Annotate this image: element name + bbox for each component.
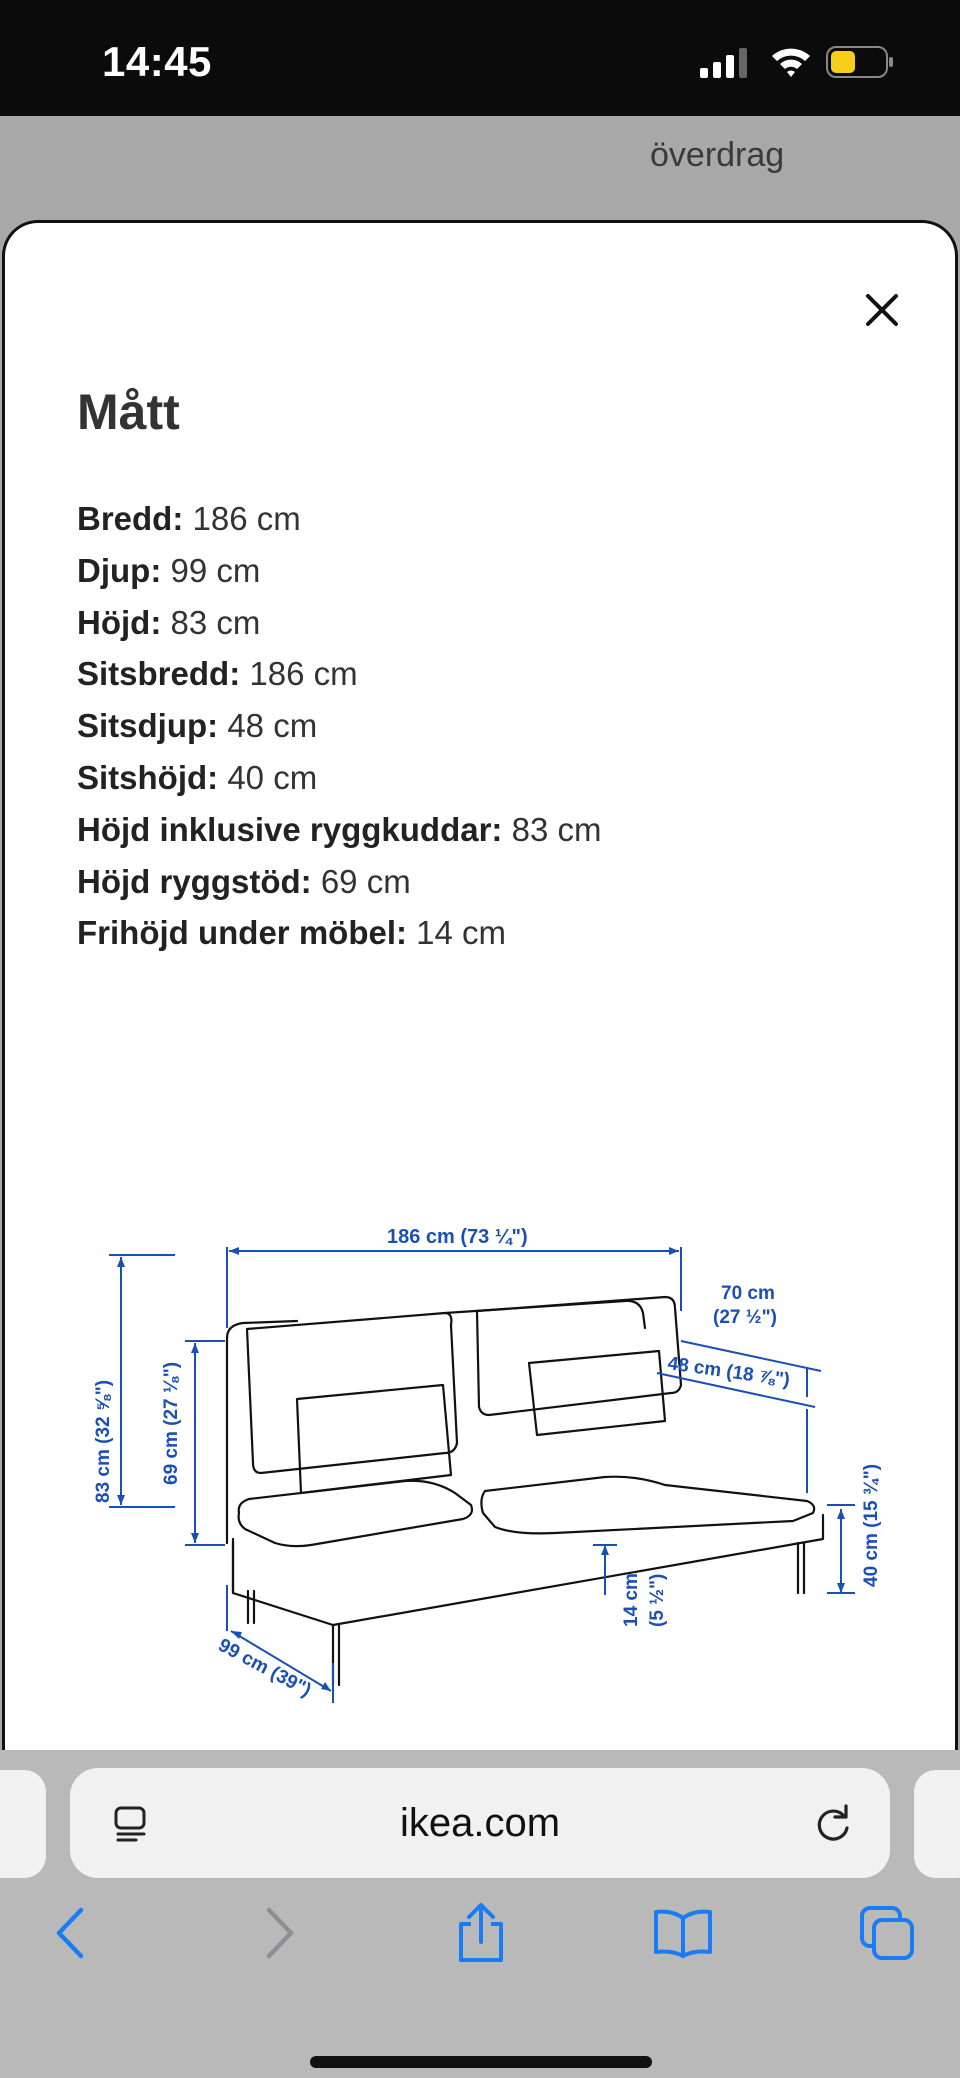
height-label: 83 cm (32 ⅝")	[93, 1379, 114, 1503]
dimension-label: Frihöjd under möbel:	[77, 914, 407, 952]
url-text: ikea.com	[399, 1800, 561, 1845]
dimension-label: Sitsdjup:	[77, 707, 219, 745]
back-button[interactable]	[40, 1902, 102, 1964]
dimension-item	[77, 545, 601, 597]
address-bar[interactable]	[70, 1768, 890, 1878]
chevron-left-icon	[51, 1906, 91, 1960]
close-button[interactable]	[851, 279, 913, 341]
dimension-value: 69 cm	[320, 862, 411, 900]
dimension-item	[77, 752, 601, 804]
dimensions-list	[77, 493, 601, 959]
status-bar	[0, 0, 960, 116]
dimension-label: Höjd ryggstöd:	[77, 862, 312, 900]
sofa-illustration	[227, 1297, 823, 1685]
dimension-label: Bredd:	[77, 500, 184, 537]
forward-button[interactable]	[248, 1902, 310, 1964]
dimension-value: 99 cm	[170, 551, 261, 589]
dimension-label: Höjd:	[77, 603, 162, 641]
background-page-text: överdrag	[650, 136, 785, 174]
dimension-value: 83 cm	[511, 810, 602, 848]
tabs-button[interactable]	[856, 1902, 918, 1964]
home-indicator[interactable]	[310, 2056, 652, 2068]
dimension-item	[77, 493, 601, 545]
close-icon	[865, 293, 899, 327]
chevron-right-icon	[259, 1906, 299, 1960]
dimension-item	[77, 804, 601, 856]
bookmarks-button[interactable]	[652, 1902, 714, 1964]
dimension-item	[77, 907, 601, 959]
dimension-value: 48 cm	[227, 707, 318, 745]
book-icon	[652, 1908, 714, 1958]
dimension-value: 83 cm	[170, 603, 261, 641]
clearance-label-line1: 14 cm	[621, 1573, 642, 1627]
previous-tab-preview[interactable]	[0, 1770, 46, 1878]
total-depth-label-line2: (27 ½")	[713, 1307, 777, 1328]
clearance-label-line2: (5 ½")	[647, 1573, 668, 1627]
share-button[interactable]	[450, 1902, 512, 1964]
dimension-item	[77, 648, 601, 700]
dimension-value: 40 cm	[227, 758, 318, 796]
dimension-label: Sitsbredd:	[77, 655, 241, 693]
modal-title: Mått	[77, 384, 180, 440]
dimension-value: 186 cm	[192, 500, 301, 537]
dimension-item	[77, 597, 601, 649]
total-depth-label-line1: 70 cm	[721, 1283, 775, 1304]
next-tab-preview[interactable]	[914, 1770, 960, 1878]
page-menu-icon[interactable]	[110, 1804, 150, 1844]
dimension-value: 186 cm	[249, 655, 358, 693]
seat-height-label: 40 cm (15 ¾")	[861, 1463, 882, 1587]
dimension-label: Sitshöjd:	[77, 758, 219, 796]
seat-depth-label: 48 cm (18 ⅞")	[666, 1353, 792, 1392]
dimension-value: 14 cm	[416, 914, 507, 952]
tabs-icon	[858, 1904, 916, 1962]
battery-icon	[826, 46, 896, 78]
dimension-item	[77, 700, 601, 752]
depth-label: 99 cm (39")	[214, 1634, 315, 1702]
dimension-item	[77, 856, 601, 908]
back-height-label: 69 cm (27 ⅛")	[161, 1361, 182, 1485]
share-icon	[453, 1902, 509, 1964]
dimension-label: Djup:	[77, 551, 162, 589]
dimension-label: Höjd inklusive ryggkuddar:	[77, 810, 503, 848]
status-time: 14:45	[102, 38, 212, 85]
sofa-dimensions-diagram	[65, 1163, 905, 1703]
dimensions-modal	[2, 220, 958, 1760]
wifi-icon	[770, 44, 812, 78]
reload-icon[interactable]	[812, 1802, 854, 1844]
cellular-signal-icon	[700, 48, 750, 78]
browser-toolbar	[0, 1750, 960, 2078]
width-label: 186 cm (73 ¼")	[387, 1226, 528, 1248]
